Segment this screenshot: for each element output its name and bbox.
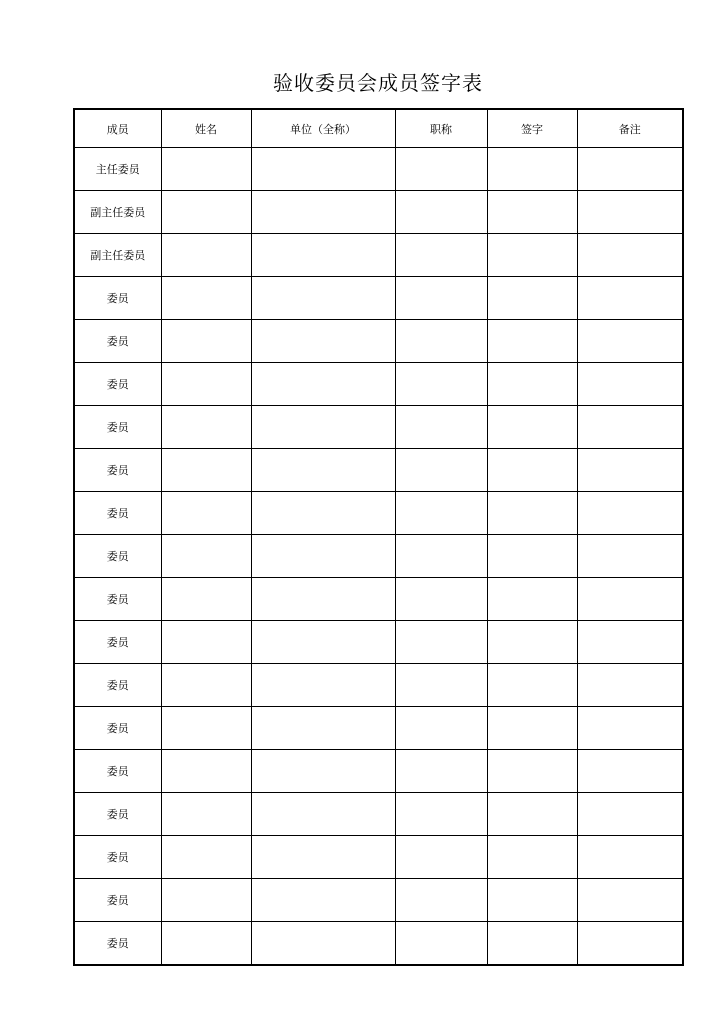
name-cell[interactable] [161, 320, 251, 363]
remarks-cell[interactable] [577, 707, 683, 750]
signature-cell[interactable] [487, 836, 577, 879]
unit-cell[interactable] [251, 363, 395, 406]
column-header-name: 姓名 [161, 109, 251, 148]
member-role-cell: 副主任委员 [74, 234, 161, 277]
title-cell[interactable] [395, 535, 487, 578]
table-row [74, 707, 683, 750]
member-role-cell: 委员 [74, 406, 161, 449]
member-role-cell: 委员 [74, 879, 161, 922]
remarks-cell[interactable] [577, 191, 683, 234]
title-cell[interactable] [395, 879, 487, 922]
table-row [74, 664, 683, 707]
remarks-cell[interactable] [577, 492, 683, 535]
title-cell[interactable] [395, 148, 487, 191]
signature-cell[interactable] [487, 406, 577, 449]
title-cell[interactable] [395, 750, 487, 793]
name-cell[interactable] [161, 191, 251, 234]
unit-cell[interactable] [251, 707, 395, 750]
remarks-cell[interactable] [577, 320, 683, 363]
title-cell[interactable] [395, 191, 487, 234]
member-role-cell: 委员 [74, 621, 161, 664]
name-cell[interactable] [161, 922, 251, 966]
member-role-cell: 副主任委员 [74, 191, 161, 234]
name-cell[interactable] [161, 363, 251, 406]
remarks-cell[interactable] [577, 664, 683, 707]
name-cell[interactable] [161, 836, 251, 879]
member-role-cell: 委员 [74, 492, 161, 535]
signature-cell[interactable] [487, 621, 577, 664]
table-row [74, 449, 683, 492]
table-row [74, 621, 683, 664]
name-cell[interactable] [161, 277, 251, 320]
unit-cell[interactable] [251, 879, 395, 922]
signature-cell[interactable] [487, 535, 577, 578]
column-header-member: 成员 [74, 109, 161, 148]
table-row [74, 535, 683, 578]
column-header-unit: 单位（全称） [251, 109, 395, 148]
title-cell[interactable] [395, 621, 487, 664]
name-cell[interactable] [161, 879, 251, 922]
signature-cell[interactable] [487, 148, 577, 191]
unit-cell[interactable] [251, 750, 395, 793]
unit-cell[interactable] [251, 793, 395, 836]
title-cell[interactable] [395, 406, 487, 449]
unit-cell[interactable] [251, 836, 395, 879]
name-cell[interactable] [161, 406, 251, 449]
member-role-cell: 委员 [74, 535, 161, 578]
unit-cell[interactable] [251, 492, 395, 535]
member-role-cell: 委员 [74, 277, 161, 320]
member-signature-table [73, 108, 684, 966]
signature-cell[interactable] [487, 578, 577, 621]
title-cell[interactable] [395, 664, 487, 707]
signature-cell[interactable] [487, 363, 577, 406]
signature-cell[interactable] [487, 922, 577, 966]
title-cell[interactable] [395, 793, 487, 836]
signature-cell[interactable] [487, 793, 577, 836]
member-role-cell: 委员 [74, 750, 161, 793]
unit-cell[interactable] [251, 578, 395, 621]
unit-cell[interactable] [251, 191, 395, 234]
table-row [74, 836, 683, 879]
member-role-cell: 委员 [74, 664, 161, 707]
unit-cell[interactable] [251, 277, 395, 320]
remarks-cell[interactable] [577, 148, 683, 191]
title-cell[interactable] [395, 578, 487, 621]
name-cell[interactable] [161, 621, 251, 664]
column-header-remarks: 备注 [577, 109, 683, 148]
member-role-cell: 委员 [74, 793, 161, 836]
remarks-cell[interactable] [577, 750, 683, 793]
table-row [74, 492, 683, 535]
table-row [74, 406, 683, 449]
column-header-title: 职称 [395, 109, 487, 148]
column-header-signature: 签字 [487, 109, 577, 148]
title-cell[interactable] [395, 234, 487, 277]
name-cell[interactable] [161, 234, 251, 277]
signature-cell[interactable] [487, 234, 577, 277]
name-cell[interactable] [161, 492, 251, 535]
remarks-cell[interactable] [577, 449, 683, 492]
member-role-cell: 委员 [74, 707, 161, 750]
table-row [74, 277, 683, 320]
title-cell[interactable] [395, 363, 487, 406]
member-role-cell: 委员 [74, 836, 161, 879]
member-role-cell: 委员 [74, 922, 161, 966]
remarks-cell[interactable] [577, 406, 683, 449]
table-row [74, 234, 683, 277]
table-row [74, 191, 683, 234]
table-row [74, 793, 683, 836]
signature-cell[interactable] [487, 191, 577, 234]
name-cell[interactable] [161, 535, 251, 578]
remarks-cell[interactable] [577, 621, 683, 664]
table-body [74, 148, 683, 966]
title-cell[interactable] [395, 492, 487, 535]
table-row [74, 750, 683, 793]
member-role-cell: 主任委员 [74, 148, 161, 191]
name-cell[interactable] [161, 449, 251, 492]
remarks-cell[interactable] [577, 234, 683, 277]
title-cell[interactable] [395, 707, 487, 750]
title-cell[interactable] [395, 836, 487, 879]
title-cell[interactable] [395, 277, 487, 320]
remarks-cell[interactable] [577, 836, 683, 879]
unit-cell[interactable] [251, 148, 395, 191]
name-cell[interactable] [161, 793, 251, 836]
unit-cell[interactable] [251, 535, 395, 578]
title-cell[interactable] [395, 320, 487, 363]
unit-cell[interactable] [251, 449, 395, 492]
remarks-cell[interactable] [577, 363, 683, 406]
title-cell[interactable] [395, 449, 487, 492]
remarks-cell[interactable] [577, 879, 683, 922]
remarks-cell[interactable] [577, 277, 683, 320]
signature-cell[interactable] [487, 664, 577, 707]
table-row [74, 922, 683, 966]
name-cell[interactable] [161, 664, 251, 707]
remarks-cell[interactable] [577, 578, 683, 621]
unit-cell[interactable] [251, 922, 395, 966]
table-row [74, 148, 683, 191]
signature-cell[interactable] [487, 879, 577, 922]
name-cell[interactable] [161, 750, 251, 793]
table-header-row [74, 109, 683, 148]
table-row [74, 320, 683, 363]
member-role-cell: 委员 [74, 363, 161, 406]
unit-cell[interactable] [251, 621, 395, 664]
signature-cell[interactable] [487, 750, 577, 793]
name-cell[interactable] [161, 707, 251, 750]
table-row [74, 363, 683, 406]
remarks-cell[interactable] [577, 535, 683, 578]
page-title: 验收委员会成员签字表 [273, 71, 483, 95]
member-role-cell: 委员 [74, 320, 161, 363]
name-cell[interactable] [161, 578, 251, 621]
table-row [74, 879, 683, 922]
unit-cell[interactable] [251, 406, 395, 449]
signature-cell[interactable] [487, 492, 577, 535]
signature-cell[interactable] [487, 449, 577, 492]
signature-cell[interactable] [487, 707, 577, 750]
remarks-cell[interactable] [577, 793, 683, 836]
unit-cell[interactable] [251, 664, 395, 707]
signature-cell[interactable] [487, 277, 577, 320]
title-cell[interactable] [395, 922, 487, 966]
signature-cell[interactable] [487, 320, 577, 363]
unit-cell[interactable] [251, 234, 395, 277]
unit-cell[interactable] [251, 320, 395, 363]
table-row [74, 578, 683, 621]
member-role-cell: 委员 [74, 578, 161, 621]
name-cell[interactable] [161, 148, 251, 191]
member-role-cell: 委员 [74, 449, 161, 492]
remarks-cell[interactable] [577, 922, 683, 966]
